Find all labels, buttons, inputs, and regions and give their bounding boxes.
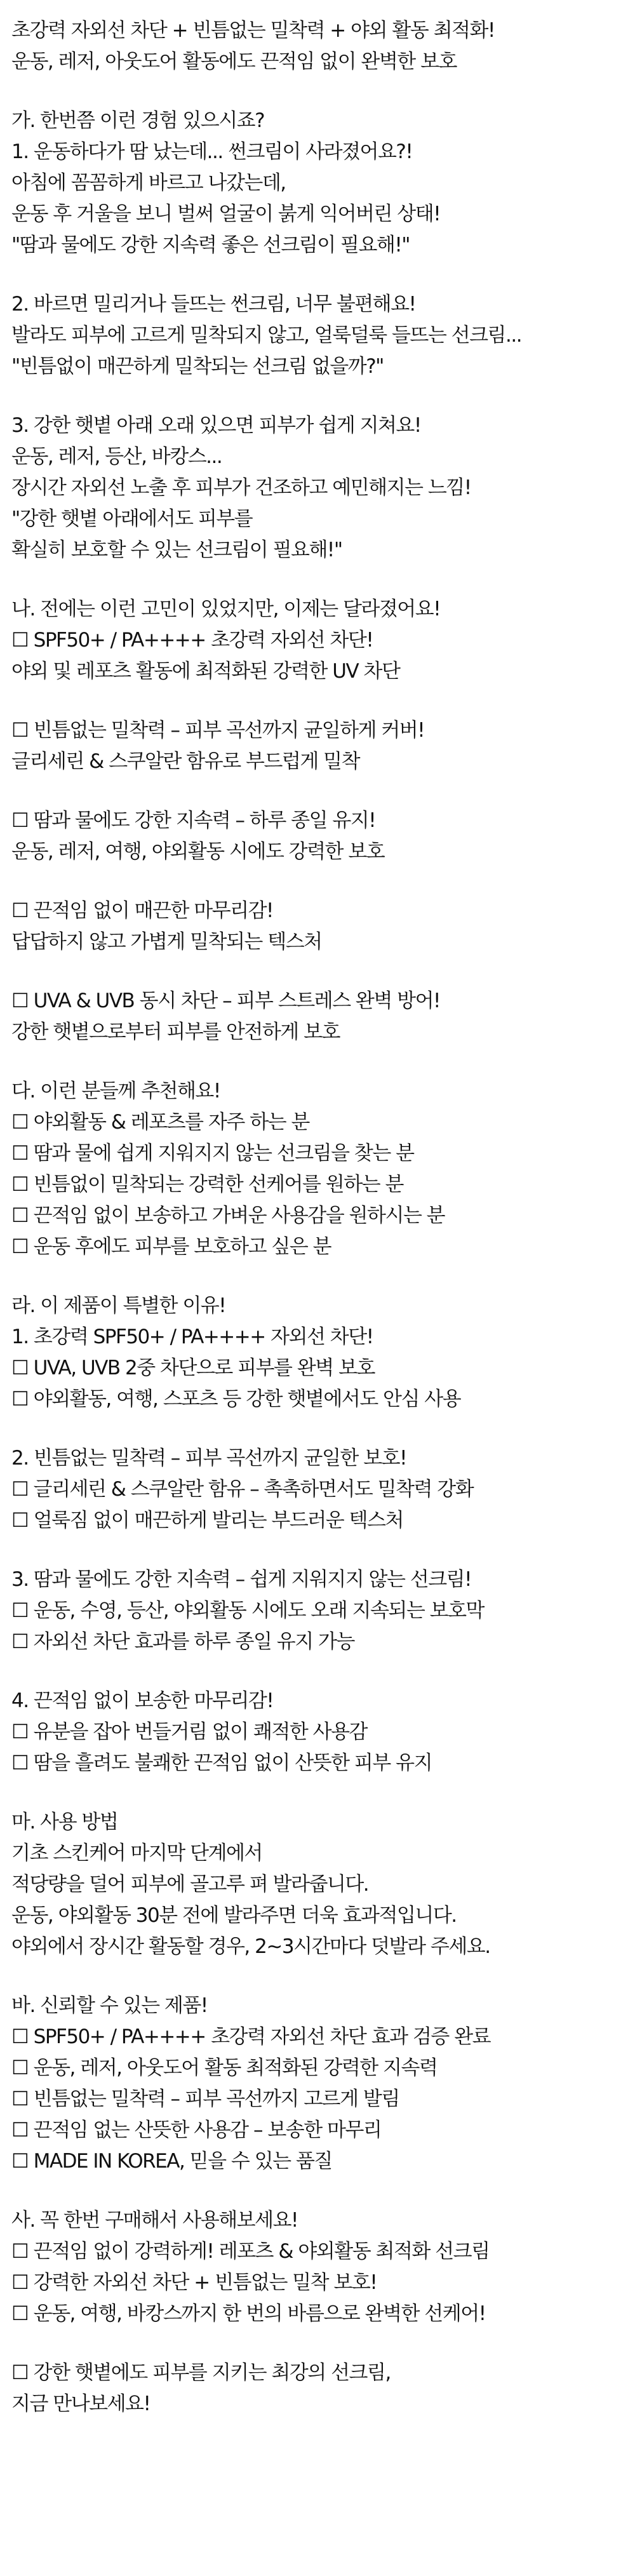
text-line: 1. 초강력 SPF50+ / PA++++ 자외선 차단! (11, 1325, 373, 1348)
text-line: 야외 및 레포츠 활동에 최적화된 강력한 UV 차단 (11, 660, 400, 683)
text-line: "땀과 물에도 강한 지속력 좋은 선크림이 필요해!" (11, 234, 410, 257)
text-line: 야외에서 장시간 활동할 경우, 2~3시간마다 덧발라 주세요. (11, 1935, 490, 1958)
text-line: ☐ 운동, 레저, 아웃도어 활동 최적화된 강력한 지속력 (11, 2056, 438, 2079)
text-block (11, 715, 635, 777)
text-line: ☐ 유분을 잡아 번들거림 없이 쾌적한 사용감 (11, 1721, 367, 1743)
text-line: 3. 강한 햇볕 아래 오래 있으면 피부가 쉽게 지쳐요! (11, 414, 421, 437)
text-line: ☐ 야외활동, 여행, 스포츠 등 강한 햇볕에서도 안심 사용 (11, 1388, 461, 1411)
text-line: 기초 스킨케어 마지막 단계에서 (11, 1842, 262, 1865)
text-line: "강한 햇볕 아래에서도 피부를 (11, 507, 253, 530)
text-block (11, 410, 635, 566)
text-line: 지금 만나보세요! (11, 2392, 150, 2415)
text-line: ☐ SPF50+ / PA++++ 초강력 자외선 차단! (11, 629, 373, 652)
text-line: ☐ 글리세린 & 스쿠알란 함유 – 촉촉하면서도 밀착력 강화 (11, 1478, 474, 1501)
text-line: 적당량을 덜어 피부에 골고루 펴 발라줍니다. (11, 1873, 369, 1896)
text-line: ☐ 야외활동 & 레포츠를 자주 하는 분 (11, 1111, 309, 1134)
text-line: 글리세린 & 스쿠알란 함유로 부드럽게 밀착 (11, 750, 360, 773)
text-line: 장시간 자외선 노출 후 피부가 건조하고 예민해지는 느낌! (11, 476, 471, 499)
text-block (11, 805, 635, 868)
text-line: 4. 끈적임 없이 보송한 마무리감! (11, 1689, 274, 1712)
text-block (11, 986, 635, 1048)
text-line: 확실히 보호할 수 있는 선크림이 필요해!" (11, 539, 342, 561)
text-block (11, 1443, 635, 1536)
text-line: ☐ 땀과 물에 쉽게 지워지지 않는 선크림을 찾는 분 (11, 1142, 414, 1165)
text-line: ☐ 빈틈없이 밀착되는 강력한 선케어를 원하는 분 (11, 1173, 403, 1196)
text-line: 나. 전에는 이런 고민이 있었지만, 이제는 달라졌어요! (11, 598, 441, 621)
text-line: 운동, 야외활동 30분 전에 발라주면 더욱 효과적입니다. (11, 1904, 457, 1927)
text-line: ☐ SPF50+ / PA++++ 초강력 자외선 차단 효과 검증 완료 (11, 2025, 491, 2048)
text-block (11, 15, 635, 77)
text-line: ☐ UVA & UVB 동시 차단 – 피부 스트레스 완벽 방어! (11, 989, 440, 1012)
text-line: 사. 꼭 한번 구매해서 사용해보세요! (11, 2209, 298, 2232)
text-line: 라. 이 제품이 특별한 이유! (11, 1294, 226, 1317)
text-block (11, 1686, 635, 1779)
text-line: ☐ 강력한 자외선 차단 + 빈틈없는 밀착 보호! (11, 2271, 377, 2294)
text-line: ☐ 끈적임 없는 산뜻한 사용감 – 보송한 마무리 (11, 2119, 382, 2142)
text-line: ☐ 얼룩짐 없이 매끈하게 발리는 부드러운 텍스처 (11, 1509, 403, 1532)
text-line: 운동, 레저, 아웃도어 활동에도 끈적임 없이 완벽한 보호 (11, 50, 457, 73)
text-line: 답답하지 않고 가볍게 밀착되는 텍스처 (11, 930, 322, 953)
text-block (11, 1990, 635, 2177)
text-block (11, 289, 635, 382)
text-block (11, 1291, 635, 1415)
text-line: ☐ 끈적임 없이 매끈한 마무리감! (11, 899, 273, 922)
text-block (11, 2205, 635, 2330)
text-block (11, 1564, 635, 1658)
text-line: 강한 햇볕으로부터 피부를 안전하게 보호 (11, 1021, 340, 1043)
text-block (11, 896, 635, 958)
text-line: 발라도 피부에 고르게 밀착되지 않고, 얼룩덜룩 들뜨는 선크림... (11, 324, 522, 347)
text-line: ☐ 자외선 차단 효과를 하루 종일 유지 가능 (11, 1630, 354, 1653)
text-line: 2. 빈틈없는 밀착력 – 피부 곡선까지 균일한 보호! (11, 1447, 407, 1470)
text-line: ☐ 끈적임 없이 보송하고 가벼운 사용감을 원하시는 분 (11, 1204, 445, 1227)
text-block (11, 1076, 635, 1263)
text-line: ☐ 땀과 물에도 강한 지속력 – 하루 종일 유지! (11, 809, 376, 832)
text-line: ☐ 빈틈없는 밀착력 – 피부 곡선까지 고르게 발림 (11, 2088, 399, 2110)
text-line: 가. 한번쯤 이런 경험 있으시죠? (11, 109, 265, 132)
text-line: "빈틈없이 매끈하게 밀착되는 선크림 없을까?" (11, 355, 384, 378)
text-line: 1. 운동하다가 땀 났는데... 썬크림이 사라졌어요?! (11, 140, 413, 163)
text-block (11, 105, 635, 261)
text-line: ☐ 운동 후에도 피부를 보호하고 싶은 분 (11, 1235, 331, 1258)
text-line: 초강력 자외선 차단 + 빈틈없는 밀착력 + 야외 활동 최적화! (11, 19, 495, 42)
text-block (11, 594, 635, 687)
text-block (11, 1807, 635, 1962)
text-line: 2. 바르면 밀리거나 들뜨는 썬크림, 너무 불편해요! (11, 293, 416, 316)
text-line: ☐ 운동, 여행, 바캉스까지 한 번의 바름으로 완벽한 선케어! (11, 2302, 486, 2325)
text-line: ☐ 운동, 수영, 등산, 야외활동 시에도 오래 지속되는 보호막 (11, 1599, 484, 1622)
text-line: ☐ UVA, UVB 2중 차단으로 피부를 완벽 보호 (11, 1357, 375, 1379)
text-line: ☐ MADE IN KOREA, 믿을 수 있는 품질 (11, 2150, 332, 2173)
text-line: 아침에 꼼꼼하게 바르고 나갔는데, (11, 171, 286, 194)
text-block (11, 2358, 635, 2420)
text-line: ☐ 땀을 흘려도 불쾌한 끈적임 없이 산뜻한 피부 유지 (11, 1752, 432, 1774)
text-line: ☐ 끈적임 없이 강력하게! 레포츠 & 야외활동 최적화 선크림 (11, 2240, 490, 2263)
text-line: 운동 후 거울을 보니 벌써 얼굴이 붉게 익어버린 상태! (11, 203, 441, 225)
text-line: 바. 신뢰할 수 있는 제품! (11, 1994, 208, 2017)
text-line: 다. 이런 분들께 추천해요! (11, 1080, 220, 1103)
text-line: 마. 사용 방법 (11, 1811, 118, 1834)
text-line: 운동, 레저, 등산, 바캉스... (11, 445, 222, 468)
text-line: ☐ 빈틈없는 밀착력 – 피부 곡선까지 균일하게 커버! (11, 719, 425, 742)
text-line: 3. 땀과 물에도 강한 지속력 – 쉽게 지워지지 않는 선크림! (11, 1568, 472, 1591)
text-line: ☐ 강한 햇볕에도 피부를 지키는 최강의 선크림, (11, 2361, 391, 2384)
text-line: 운동, 레저, 여행, 야외활동 시에도 강력한 보호 (11, 840, 385, 863)
